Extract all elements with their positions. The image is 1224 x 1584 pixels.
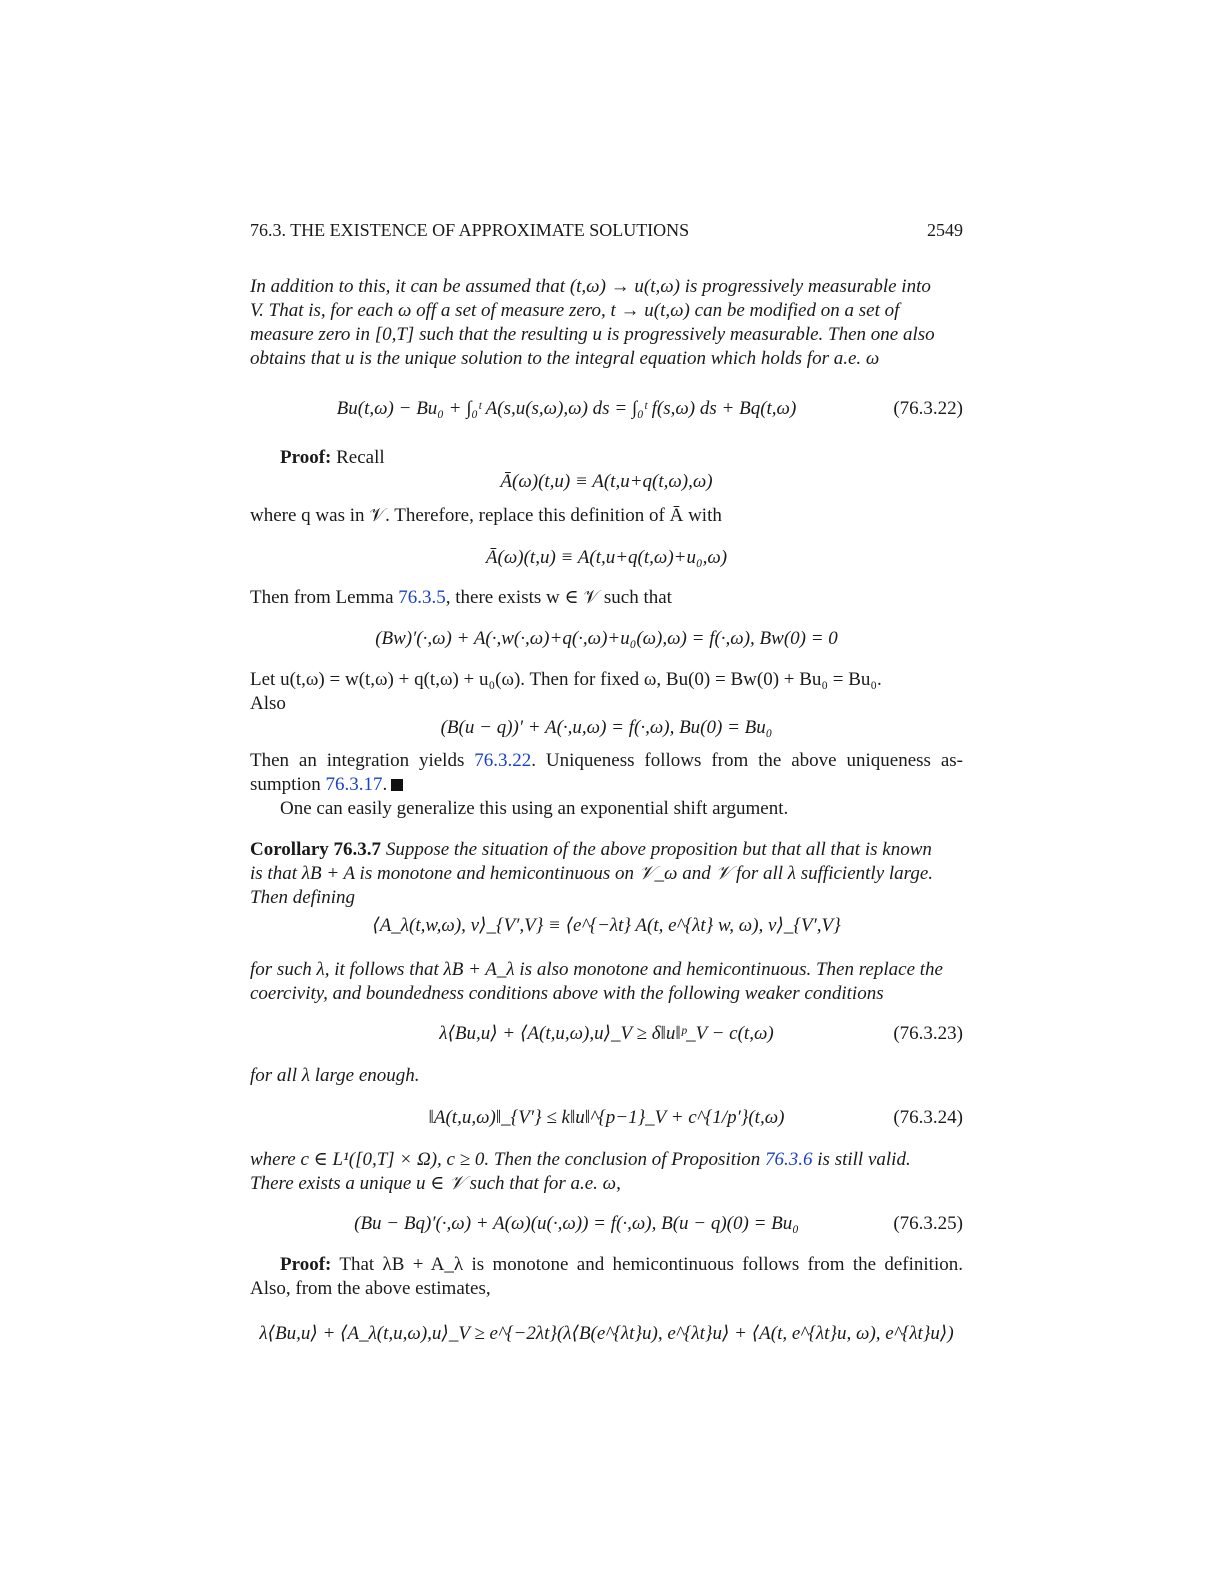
corollary-line-7-post: is still valid. (812, 1149, 911, 1170)
corollary-text-1: Suppose the situation of the above proposition but that all that is known (385, 839, 932, 860)
equation-label: (76.3.23) (893, 1023, 963, 1044)
equation-body: λ⟨Bu,u⟩ + ⟨A(t,u,ω),u⟩_V ≥ δ‖u‖ᵖ_V − c(t,ω) (439, 1023, 774, 1044)
proposition-link[interactable]: 76.3.6 (765, 1149, 813, 1170)
corollary-line-1 (250, 838, 963, 862)
let-line: Let u(t,ω) = w(t,ω) + q(t,ω) + u₀(ω). Then for fixed ω, Bu(0) = Bw(0) + Bu₀ = Bu₀. (250, 669, 882, 690)
page-number: 2549 (927, 220, 963, 240)
lemma-pre: Then from Lemma (250, 587, 399, 608)
running-header (250, 220, 963, 244)
proof-recall-line (280, 446, 963, 470)
section-title: 76.3. THE EXISTENCE OF APPROXIMATE SOLUTIONS (250, 220, 690, 240)
proof2-line-2: Also, from the above estimates, (250, 1278, 491, 1299)
qed-square-icon (391, 779, 403, 791)
intro-line-4: obtains that u is the unique solution to the integral equation which holds for a.e. ω (250, 348, 880, 369)
intro-line-2: V. That is, for each ω off a set of measure zero, t → u(t,ω) can be modified on a set of (250, 300, 900, 321)
equation-w: (Bw)′(·,ω) + A(·,w(·,ω)+q(·,ω)+u₀(ω),ω) = f(·,ω), Bw(0) = 0 (375, 628, 838, 649)
document-page (250, 0, 963, 1584)
corollary-line-7-pre: where c ∈ L¹([0,T] × Ω), c ≥ 0. Then the conclusion of Proposition (250, 1149, 766, 1170)
lemma-post: , there exists w ∈ 𝒱 such that (445, 587, 672, 608)
equation-final-estimate: λ⟨Bu,u⟩ + ⟨A_λ(t,u,ω),u⟩_V ≥ e^{−2λt}(λ⟨B(e^{λt}u), e^{λt}u⟩ + ⟨A(t, e^{λt}u, ω), e^{λt}u⟩) (259, 1323, 954, 1344)
also-line: Also (250, 693, 286, 714)
corollary-line-6: for all λ large enough. (250, 1065, 420, 1086)
integration-post: . Uniqueness follows from the above uniqueness as- (531, 750, 963, 771)
integration-pre: Then an integration yields (250, 750, 475, 771)
lemma-link[interactable]: 76.3.5 (398, 587, 446, 608)
corollary-label: Corollary 76.3.7 (250, 839, 382, 860)
corollary-line-5: coercivity, and boundedness conditions above with the following weaker conditions (250, 983, 884, 1004)
equation-a-lambda: ⟨A_λ(t,w,ω), v⟩_{V′,V} ≡ ⟨e^{−λt} A(t, e^{λt} w, ω), v⟩_{V′,V} (372, 915, 841, 936)
lemma-line (250, 586, 963, 610)
equation-label: (76.3.25) (893, 1213, 963, 1234)
corollary-line-2: is that λB + A is monotone and hemicontinuous on 𝒱_ω and 𝒱 for all λ sufficiently large. (250, 863, 934, 884)
intro-line-1: In addition to this, it can be assumed that (t,ω) → u(t,ω) is progressively measurable into (250, 276, 931, 297)
eq-22-link[interactable]: 76.3.22 (474, 750, 532, 771)
definition-abar-1: Ā(ω)(t,u) ≡ A(t,u+q(t,ω),ω) (500, 471, 713, 492)
proof-label: Proof: (280, 447, 332, 468)
equation-label: (76.3.22) (893, 398, 963, 419)
definition-abar-2: Ā(ω)(t,u) ≡ A(t,u+q(t,ω)+u₀,ω) (485, 547, 728, 568)
recall-text: Recall (336, 447, 385, 468)
corollary-line-4: for such λ, it follows that λB + A_λ is also monotone and hemicontinuous. Then replace the (250, 959, 943, 980)
integration-line (250, 749, 963, 773)
corollary-line-8: There exists a unique u ∈ 𝒱 such that for a.e. ω, (250, 1173, 621, 1194)
equation-body: Bu(t,ω) − Bu₀ + ∫₀ᵗ A(s,u(s,ω),ω) ds = ∫₀ᵗ f(s,ω) ds + Bq(t,ω) (336, 398, 797, 419)
intro-line-3: measure zero in [0,T] such that the resulting u is progressively measurable. Then one also (250, 324, 935, 345)
assumption-post: . (382, 774, 388, 795)
equation-u: (B(u − q))′ + A(·,u,ω) = f(·,ω), Bu(0) = Bu₀ (440, 717, 773, 738)
equation-body: ‖A(t,u,ω)‖_{V′} ≤ k‖u‖^{p−1}_V + c^{1/p′}(t,ω) (428, 1107, 785, 1128)
corollary-line-3: Then defining (250, 887, 356, 908)
equation-body: (Bu − Bq)′(·,ω) + A(ω)(u(·,ω)) = f(·,ω), B(u − q)(0) = Bu₀ (354, 1213, 799, 1234)
assumption-pre: sumption (250, 774, 326, 795)
proof2-label: Proof: (280, 1254, 332, 1275)
where-line: where q was in 𝒱. Therefore, replace this definition of Ā with (250, 505, 722, 526)
corollary-line-7 (250, 1148, 963, 1172)
proof2-text-1: That λB + A_λ is monotone and hemicontinuous follows from the definition. (339, 1254, 963, 1275)
equation-label: (76.3.24) (893, 1107, 963, 1128)
eq-17-link[interactable]: 76.3.17 (325, 774, 383, 795)
generalize-line: One can easily generalize this using an exponential shift argument. (280, 798, 789, 819)
proof2-line-1 (280, 1253, 963, 1277)
assumption-line (250, 773, 963, 797)
